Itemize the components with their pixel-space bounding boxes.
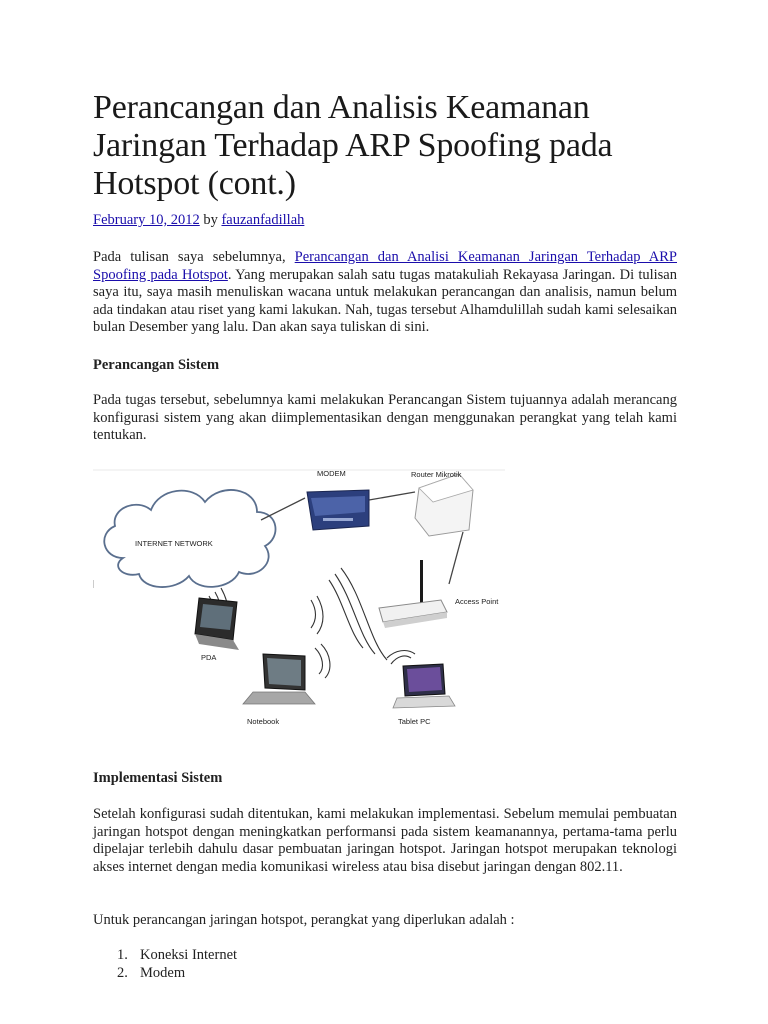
article-title: Perancangan dan Analisis Keamanan Jaringan Terhadap ARP Spoofing pada Hotspot (cont.) <box>93 89 613 202</box>
access-point-label: Access Point <box>455 597 499 606</box>
post-meta <box>93 211 304 229</box>
list-item <box>93 965 237 983</box>
perancangan-paragraph: Pada tugas tersebut, sebelumnya kami melakukan Perancangan Sistem tujuannya adalah merancang konfigurasi sistem yang akan diimplementasikan dengan menggunakan perangkat yang telah kami tentukan. <box>93 392 677 443</box>
tablet-label: Tablet PC <box>398 717 431 726</box>
section-heading-perancangan: Perancangan Sistem <box>93 357 220 373</box>
pda-icon <box>195 598 239 662</box>
network-diagram <box>93 468 505 730</box>
list-item-label: Koneksi Internet <box>140 947 238 963</box>
internet-cloud-icon <box>104 490 275 587</box>
access-point-icon <box>379 560 499 628</box>
intro-paragraph <box>93 249 677 337</box>
implementasi-paragraph: Setelah konfigurasi sudah ditentukan, kami melakukan implementasi. Sebelum memulai pembuatan jaringan hotspot dengan meningkatkan performansi pada sistem keamanannya, pertama-tama perlu dipelajar terlebih dahulu dasar pembuatan jaringan hotspot. Jaringan hotspot merupakan teknologi akses internet dengan media komunikasi wireless atau bisa disebut jaringan dengan 802.11. <box>93 806 677 875</box>
router-label: Router Mikrotik <box>411 470 462 479</box>
list-item-number: 2. <box>117 964 128 981</box>
notebook-label: Notebook <box>247 717 280 726</box>
list-item-label: Modem <box>140 964 186 981</box>
list-item-number: 1. <box>117 947 128 963</box>
post-date-link[interactable]: February 10, 2012 <box>93 212 200 228</box>
section-heading-implementasi: Implementasi Sistem <box>93 770 223 786</box>
list-intro: Untuk perancangan jaringan hotspot, perangkat yang diperlukan adalah : <box>93 912 515 928</box>
modem-icon <box>307 469 369 530</box>
notebook-icon <box>243 654 315 726</box>
tablet-pc-icon <box>393 664 455 726</box>
modem-label: MODEM <box>317 469 346 478</box>
router-icon <box>411 470 473 536</box>
cloud-label: INTERNET NETWORK <box>135 539 213 548</box>
intro-lead: Pada tulisan saya sebelumnya, <box>93 249 295 265</box>
intro-rest: . Yang merupakan salah satu tugas matakuliah Rekayasa Jaringan. Di tulisan saya itu, saya masih menuliskan wacana untuk melakukan perancangan dan analisis, namun belum ada tindakan atau riset yang kami lakukan. Nah, tugas tersebut Alhamdulillah sudah kami selesaikan bulan Desember yang lalu. Dan akan saya tuliskan di sini. <box>93 266 677 335</box>
author-link[interactable]: fauzanfadillah <box>221 212 305 228</box>
previous-post-link[interactable]: Perancangan dan Analisi Keamanan Jaringan Terhadap ARP Spoofing pada Hotspot <box>93 249 677 283</box>
byline-by: by <box>203 212 218 228</box>
list-item <box>93 947 237 965</box>
device-list <box>93 947 237 982</box>
pda-label: PDA <box>201 653 217 662</box>
